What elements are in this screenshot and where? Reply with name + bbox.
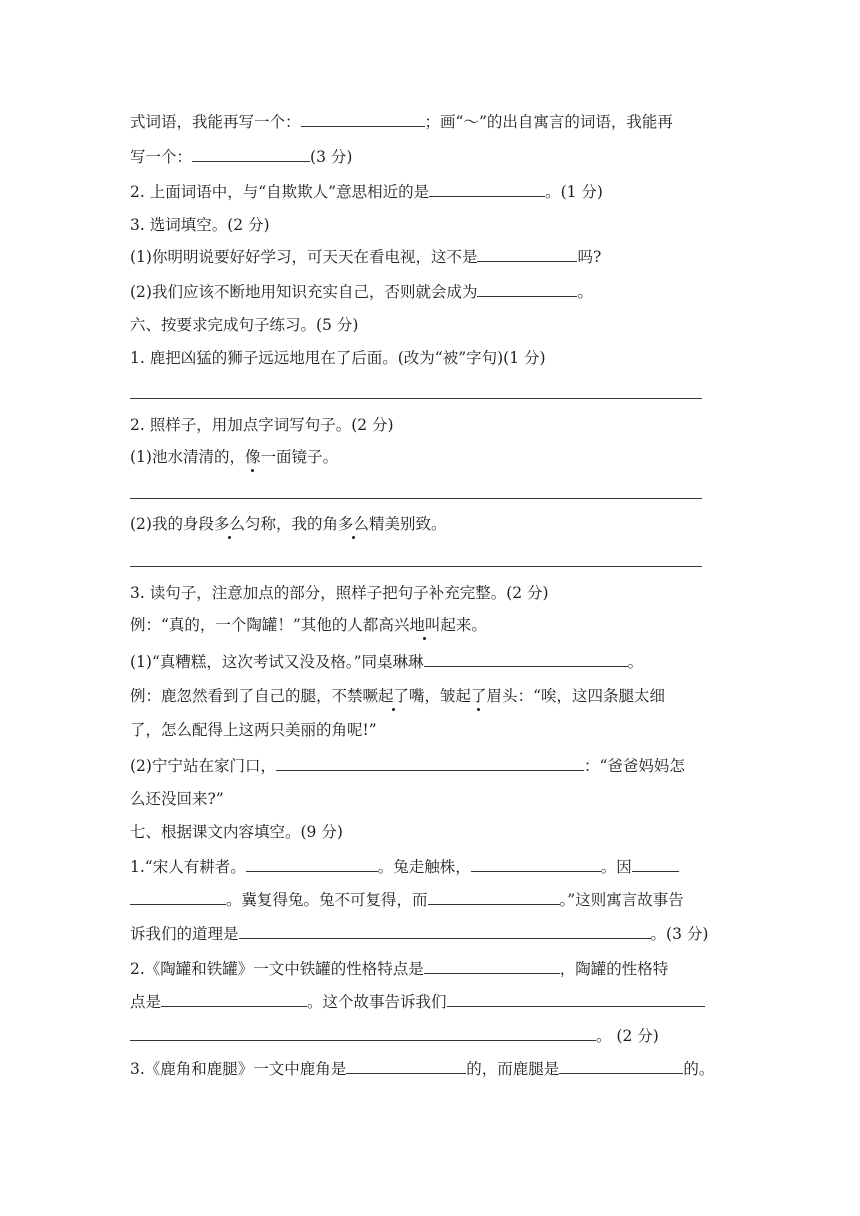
dotted-word: 皱起了眉头 <box>440 687 518 705</box>
question-line <box>130 890 684 910</box>
answer-blank[interactable] <box>429 182 545 197</box>
dotted-word: 多么 <box>338 515 370 533</box>
text: 。 (2 分) <box>596 1027 659 1045</box>
question-line <box>130 959 668 979</box>
dotted-word: 噘起了嘴 <box>362 687 425 705</box>
text: 。(3 分) <box>650 925 709 943</box>
text: ：“唉，这四条腿太细 <box>517 687 665 705</box>
answer-blank[interactable] <box>130 1026 596 1041</box>
text: (2)我们应该不断地用知识充实自己，否则就会成为 <box>130 283 478 301</box>
text: 诉我们的道理是 <box>130 925 239 943</box>
question-line: 1. 鹿把凶猛的狮子远远地甩在了后面。(改为“被”字句)(1 分) <box>130 349 546 367</box>
answer-blank[interactable] <box>130 890 226 905</box>
text: 。 <box>627 653 644 671</box>
text: (1)池水清清的， <box>130 448 245 466</box>
answer-blank[interactable] <box>276 756 584 771</box>
answer-blank[interactable] <box>477 247 577 262</box>
question-line <box>130 147 352 167</box>
text: ， <box>424 687 441 705</box>
example-sentence <box>130 447 338 467</box>
text: 的。 <box>683 1060 715 1078</box>
example-sentence <box>130 615 487 635</box>
text: (2)我的身段 <box>130 515 214 533</box>
answer-blank[interactable] <box>424 652 628 667</box>
text: 。 <box>471 616 487 634</box>
answer-blank[interactable] <box>239 924 651 939</box>
answer-line[interactable] <box>130 566 702 567</box>
answer-blank[interactable] <box>301 112 425 127</box>
answer-blank[interactable] <box>477 282 577 297</box>
text: 精美别致。 <box>369 515 447 533</box>
answer-blank[interactable] <box>447 992 705 1007</box>
question-line <box>130 247 601 267</box>
question-line <box>130 756 685 776</box>
answer-blank[interactable] <box>346 1059 466 1074</box>
question-line <box>130 857 679 877</box>
section-heading: 六、按要求完成句子练习。(5 分) <box>130 316 359 334</box>
dotted-word: 高兴地叫起来 <box>378 616 472 634</box>
text: ；画“～”的出自寓言的词语，我能再 <box>424 113 673 131</box>
answer-blank[interactable] <box>428 890 560 905</box>
answer-line[interactable] <box>130 498 702 499</box>
answer-blank[interactable] <box>246 857 378 872</box>
text: 匀称，我的角 <box>244 515 338 533</box>
text: 例：鹿忽然看到了自己的腿，不禁 <box>130 687 363 705</box>
text: 吗? <box>577 248 602 266</box>
text: 3.《鹿角和鹿腿》一文中鹿角是 <box>130 1060 347 1078</box>
question-line <box>130 182 603 202</box>
text: 。冀复得兔。兔不可复得，而 <box>226 891 428 909</box>
question-heading: 3. 读句子，注意加点的部分，照样子把句子补充完整。(2 分) <box>130 584 549 602</box>
text: (1)“真糟糕，这次考试又没及格。”同桌琳琳 <box>130 653 424 671</box>
example-sentence <box>130 514 447 534</box>
text: 点是 <box>130 993 162 1011</box>
answer-line[interactable] <box>130 398 702 399</box>
text: ，陶罐的性格特 <box>559 960 669 978</box>
question-heading: 3. 选词填空。(2 分) <box>130 216 270 234</box>
question-line <box>130 1059 714 1079</box>
answer-blank[interactable] <box>471 857 601 872</box>
question-heading: 2. 照样子，用加点字词写句子。(2 分) <box>130 416 394 434</box>
question-line <box>130 652 643 672</box>
text: 。这个故事告诉我们 <box>307 993 447 1011</box>
text: 例：“真的，一个陶罐！”其他的人都 <box>130 616 379 634</box>
question-line: 么还没回来?” <box>130 790 224 808</box>
answer-blank[interactable] <box>192 147 310 162</box>
question-line <box>130 112 673 132</box>
text: 。兔走触株， <box>377 858 471 876</box>
text: (2)宁宁站在家门口， <box>130 757 276 775</box>
example-sentence: 了，怎么配得上这两只美丽的角呢!” <box>130 721 377 739</box>
text: ：“爸爸妈妈怎 <box>583 757 685 775</box>
answer-blank[interactable] <box>424 959 560 974</box>
example-sentence <box>130 686 665 706</box>
section-heading: 七、根据课文内容填空。(9 分) <box>130 823 343 841</box>
text: 2.《陶罐和铁罐》一文中铁罐的性格特点是 <box>130 960 424 978</box>
text: (3 分) <box>310 148 353 166</box>
question-line <box>130 992 705 1012</box>
question-line <box>130 1026 659 1046</box>
text: (1)你明明说要好好学习，可天天在看电视，这不是 <box>130 248 478 266</box>
text: 1.“宋人有耕者。 <box>130 858 246 876</box>
text: 写一个： <box>130 148 193 166</box>
text: 一面镜子。 <box>260 448 338 466</box>
dotted-word: 像 <box>244 448 261 466</box>
answer-blank[interactable] <box>632 857 679 872</box>
question-line <box>130 924 708 944</box>
text: 的，而鹿腿是 <box>466 1060 560 1078</box>
text: 。因 <box>600 858 632 876</box>
text: 。(1 分) <box>545 183 603 201</box>
answer-blank[interactable] <box>559 1059 683 1074</box>
answer-blank[interactable] <box>161 992 307 1007</box>
text: 2. 上面词语中，与“自欺欺人”意思相近的是 <box>130 183 430 201</box>
text: 。”这则寓言故事告 <box>559 891 684 909</box>
dotted-word: 多么 <box>213 515 245 533</box>
question-line <box>130 282 593 302</box>
text: 。 <box>577 283 593 301</box>
text: 式词语，我能再写一个： <box>130 113 301 131</box>
